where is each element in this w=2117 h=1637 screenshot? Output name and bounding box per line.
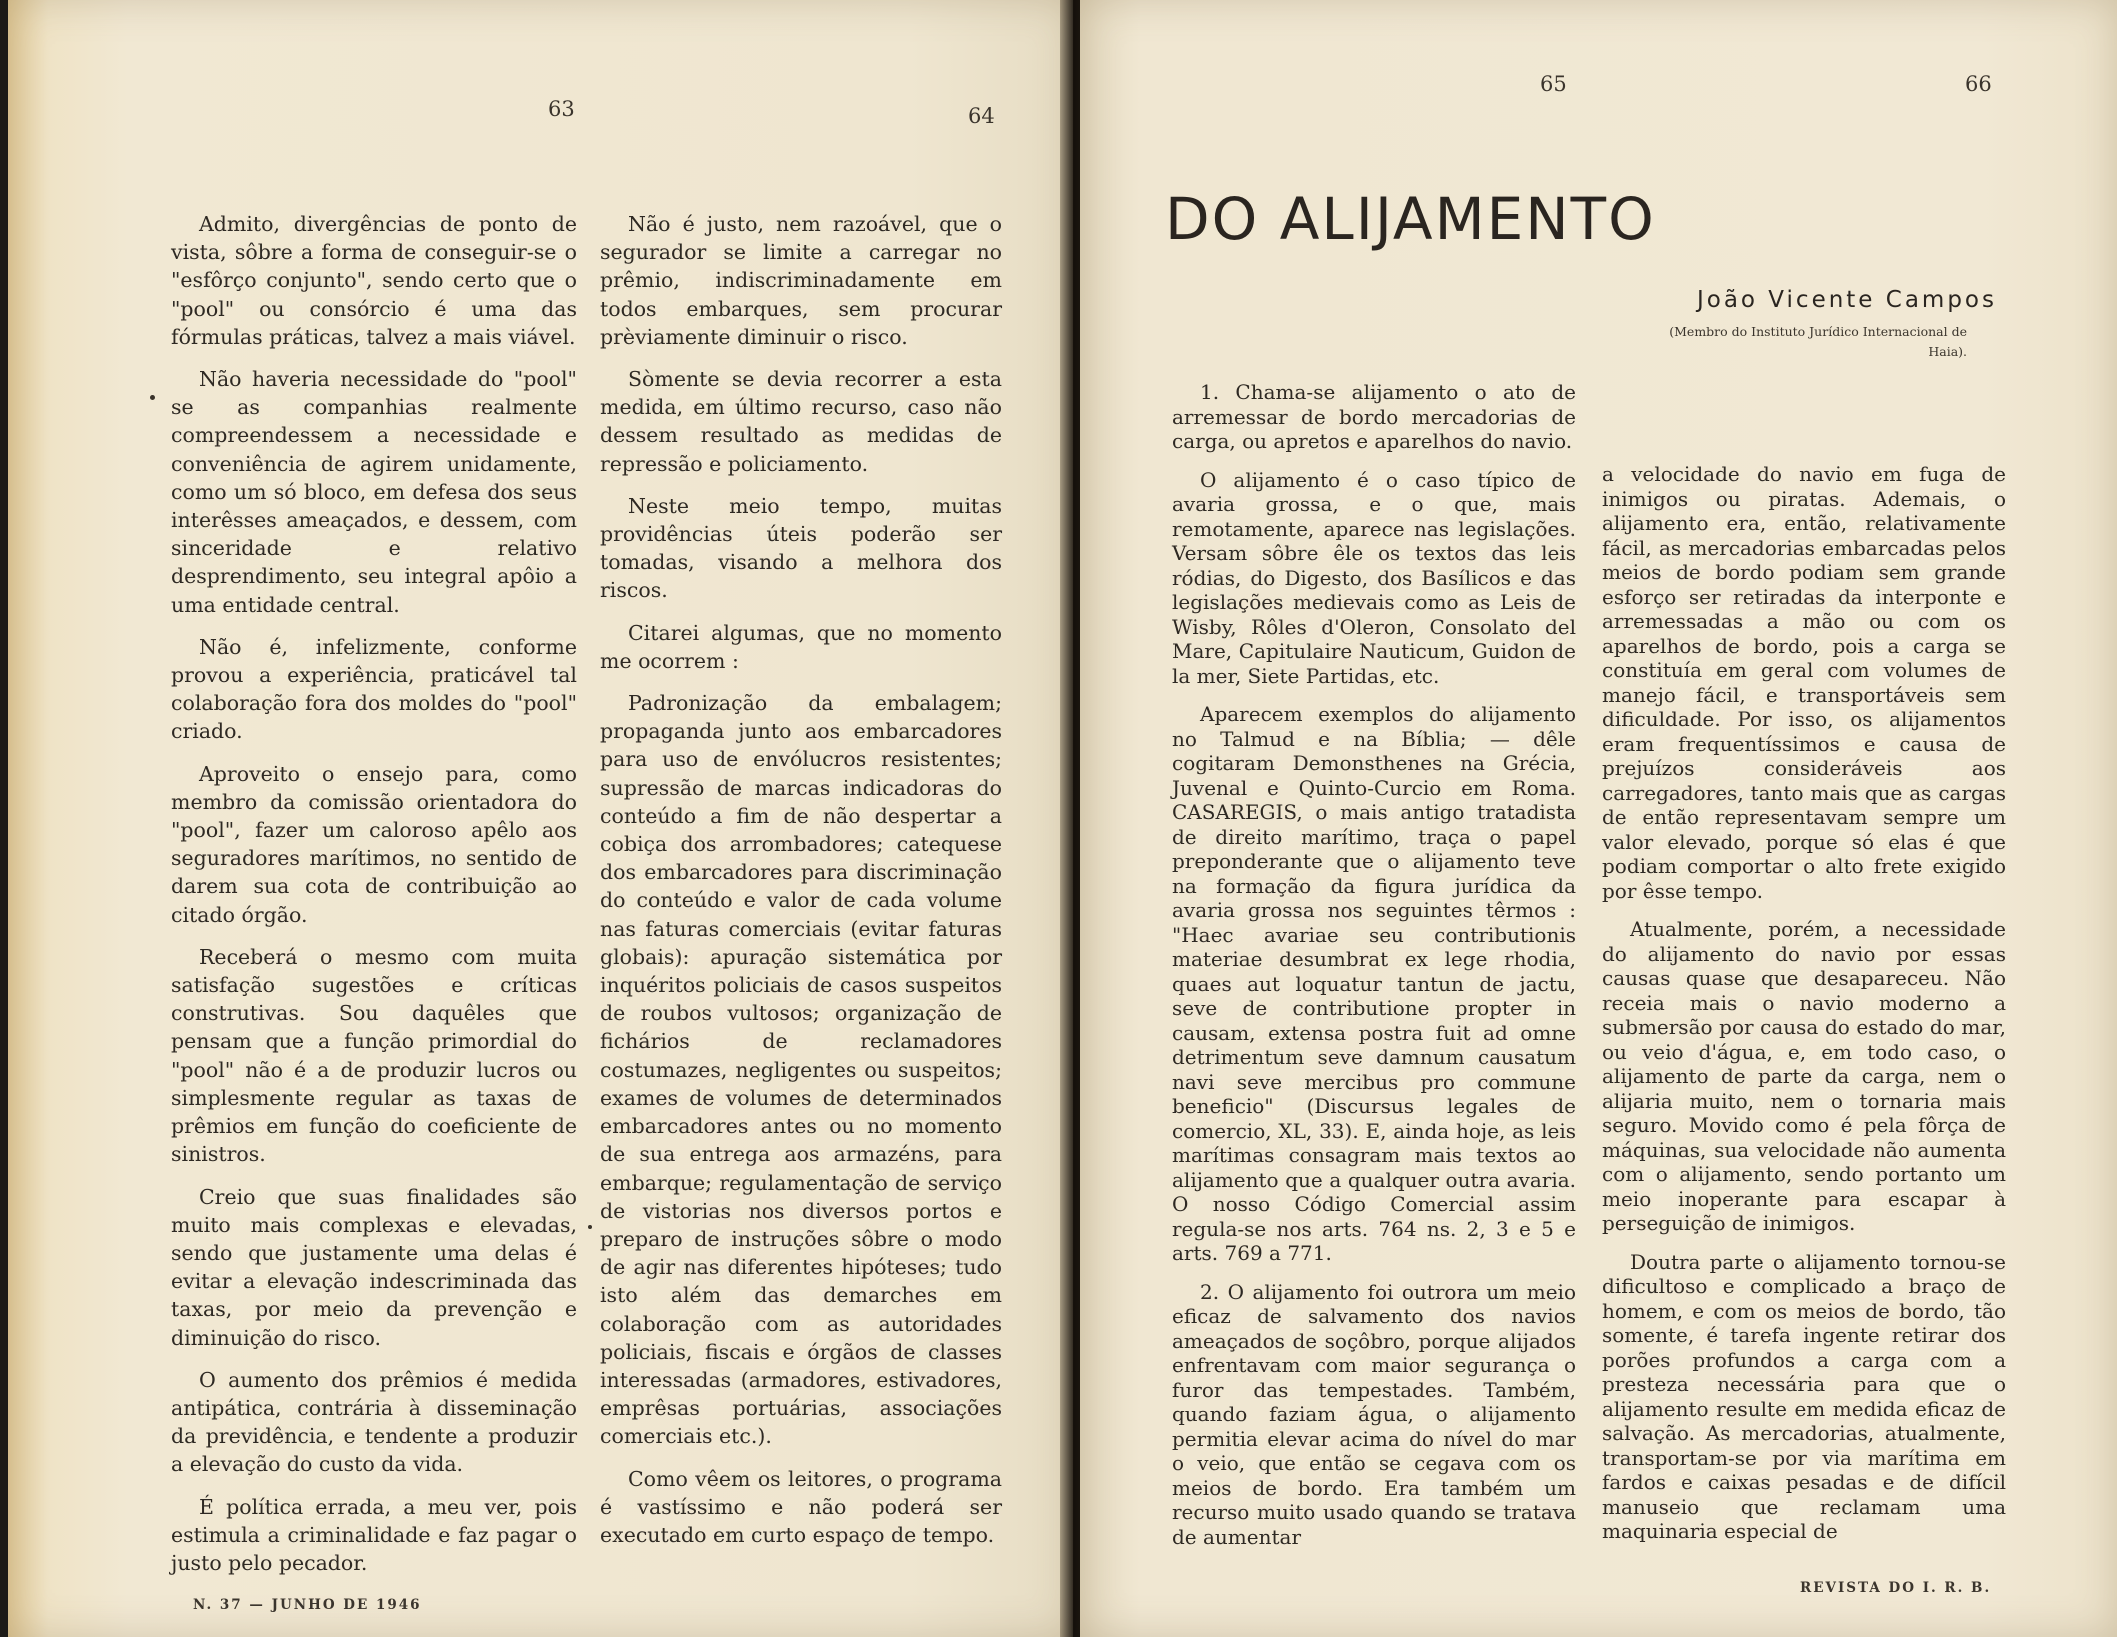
- text-column-page-64: [600, 210, 1002, 1563]
- text-column-page-66: [1602, 462, 2006, 1558]
- author-name: João Vicente Campos: [1696, 287, 1997, 313]
- page-number-66: 66: [1965, 72, 1992, 96]
- article-title: DO ALIJAMENTO: [1165, 185, 1656, 253]
- paragraph: Neste meio tempo, muitas providências úteis poderão ser tomadas, visando a melhora dos riscos.: [600, 493, 1002, 603]
- print-speck: [588, 1225, 592, 1229]
- page-number-64: 64: [968, 104, 995, 128]
- issue-footer: N. 37 — JUNHO DE 1946: [193, 1597, 422, 1613]
- paragraph: Como vêem os leitores, o programa é vastíssimo e não poderá ser executado em curto espaço de tempo.: [600, 1466, 1002, 1547]
- text-column-page-63: [171, 210, 577, 1591]
- paragraph: Admito, divergências de ponto de vista, sôbre a forma de conseguir-se o "esfôrço conjunto", sendo certo que o "pool" ou consórcio é uma das fórmulas práticas, talvez a mais viável.: [171, 212, 577, 349]
- paragraph: Não é, infelizmente, conforme provou a experiência, praticável tal colaboração fora dos moldes do "pool" criado.: [171, 634, 577, 744]
- paragraph: Sòmente se devia recorrer a esta medida, em último recurso, caso não dessem resultado as medidas de repressão e policiamento.: [600, 367, 1002, 476]
- left-page-spread: [8, 0, 1073, 1637]
- text-column-page-65: [1172, 380, 1576, 1563]
- paragraph: Aproveito o ensejo para, como membro da comissão orientadora do "pool", fazer um caloroso apêlo aos seguradores marítimos, no sentido de darem sua cota de contribuição ao citado órgão.: [171, 761, 577, 927]
- paragraph: O aumento dos prêmios é medida antipática, contrária à disseminação da previdência, e tendente a produzir a elevação do custo da vida.: [171, 1367, 577, 1477]
- paragraph: Atualmente, porém, a necessidade do alijamento do navio por essas causas quase que desapareceu. Não receia mais o navio moderno a submersão por causa do estado do mar, ou veio d'água, e, em todo caso, o alijamento de parte da carga, nem o alijaria muito, nem o tornaria mais seguro. Movido como é pela fôrça de máquinas, sua velocidade não aumenta com o alijamento, sendo portanto um meio inoperante para escapar à perseguição de inimigos.: [1602, 917, 2006, 1235]
- paragraph: Não haveria necessidade do "pool" se as companhias realmente compreendessem a necessidade e conveniência de agirem unidamente, como um só bloco, em defesa dos seus interêsses ameaçados, e dessem, com sinceridade e relativo desprendimento, seu integral apôio a uma entidade central.: [171, 367, 577, 617]
- paragraph: 1. Chama-se alijamento o ato de arremessar de bordo mercadorias de carga, ou apretos e aparelhos do navio.: [1172, 380, 1576, 453]
- paragraph: Aparecem exemplos do alijamento no Talmud e na Bíblia; — dêle cogitaram Demonsthenes na Grécia, Juvenal e Quinto-Curcio em Roma. CASAREGIS, o mais antigo tratadista de direito marítimo, traça o papel preponderante que o alijamento teve na formação da figura jurídica da avaria grossa nos seguintes têrmos : "Haec avariae seu contributionis materiae desumbrat ex lege rhodia, quaes aut loquatur tantun de jactu, seve de contributione propter in causam, extensa postra fuit ad omne detrimentum seve damnum causatum navi seve mercibus pro commune beneficio" (Discursus legales de comercio, XL, 33). E, ainda hoje, as leis marítimas consagram mais textos ao alijamento que a qualquer outra avaria. O nosso Código Comercial assim regula-se nos arts. 764 ns. 2, 3 e 5 e arts. 769 a 771.: [1172, 702, 1576, 1265]
- page-number-65: 65: [1540, 72, 1567, 96]
- paragraph: Creio que suas finalidades são muito mais complexas e elevadas, sendo que justamente uma delas é evitar a elevação indescriminada das taxas, por meio da prevenção e diminuição do risco.: [171, 1184, 577, 1350]
- page-number-63: 63: [548, 97, 575, 121]
- paragraph: Não é justo, nem razoável, que o segurador se limite a carregar no prêmio, indiscriminadamente em todos embarques, sem procurar prèviamente diminuir o risco.: [600, 212, 1002, 349]
- paragraph: Doutra parte o alijamento tornou-se dificultoso e complicado a braço de homem, e com os meios de bordo, tão somente, é tarefa ingente retirar dos porões profundos a carga com a presteza necessária para que o alijamento resulte em medida eficaz de salvação. As mercadorias, atualmente, transportam-se por via marítima em fardos e caixas pesadas e de difícil manuseio que reclamam uma maquinaria especial de: [1602, 1249, 2006, 1543]
- print-speck: [150, 395, 155, 400]
- author-affiliation: (Membro do Instituto Jurídico Internacional de Haia).: [1669, 324, 1967, 359]
- paragraph: a velocidade do navio em fuga de inimigos ou piratas. Ademais, o alijamento era, então, relativamente fácil, as mercadorias embarcadas pelos meios de bordo podiam sem grande esforço ser retiradas da interponte e arremessadas a mão ou com os aparelhos de bordo, pois a carga se constituía em geral com volumes de manejo fácil, e transportáveis sem dificuldade. Por isso, os alijamentos eram frequentíssimos e causa de prejuízos consideráveis aos carregadores, tanto mais que as cargas de então representavam sempre um valor elevado, porque só elas é que podiam comportar o alto frete exigido por êsse tempo.: [1602, 462, 2006, 903]
- paragraph: Padronização da embalagem; propaganda junto aos embarcadores para uso de envólucros resistentes; supressão de marcas indicadoras do conteúdo a fim de não despertar a cobiça dos arrombadores; catequese dos embarcadores para discriminação do conteúdo e valor de cada volume nas faturas comerciais (evitar faturas globais): apuração sistemática por inquéritos policiais de casos suspeitos de roubos vultosos; organização de fichários de reclamadores costumazes, negligentes ou suspeitos; exames de volumes de determinados embarcadores antes ou no momento de sua entrega aos armazéns, para embarque; regulamentação de serviço de vistorias nos diversos portos e preparo de instruções sôbre o modo de agir nas diferentes hipóteses; tudo isto além das demarches em colaboração com as autoridades policiais, fiscais e órgãos de classes interessadas (armadores, estivadores, emprêsas portuárias, associações comerciais etc.).: [600, 691, 1002, 1449]
- paragraph: Receberá o mesmo com muita satisfação sugestões e críticas construtivas. Sou daquêles que pensam que a função primordial do "pool" não é a de produzir lucros ou simplesmente regular as taxas de prêmios em função do coeficiente de sinistros.: [171, 944, 577, 1167]
- paragraph: É política errada, a meu ver, pois estimula a criminalidade e faz pagar o justo pelo pecador.: [171, 1494, 577, 1575]
- paragraph: 2. O alijamento foi outrora um meio eficaz de salvamento dos navios ameaçados de soçôbro, porque alijados enfrentavam com maior segurança o furor das tempestades. Também, quando faziam água, o alijamento permitia elevar acima do nível do mar o veio, que então se cegava com os meios de bordo. Era também um recurso muito usado quando se tratava de aumentar: [1172, 1279, 1576, 1549]
- paragraph: O alijamento é o caso típico de avaria grossa, e o que, mais remotamente, aparece nas legislações. Versam sôbre êle os textos das leis ródias, do Digesto, dos Basílicos e das legislações medievais como as Leis de Wisby, Rôles d'Oleron, Consolato del Mare, Capitulaire Nauticum, Guidon de la mer, Siete Partidas, etc.: [1172, 467, 1576, 688]
- paragraph: Citarei algumas, que no momento me ocorrem :: [600, 620, 1002, 673]
- journal-footer: REVISTA DO I. R. B.: [1800, 1580, 1992, 1596]
